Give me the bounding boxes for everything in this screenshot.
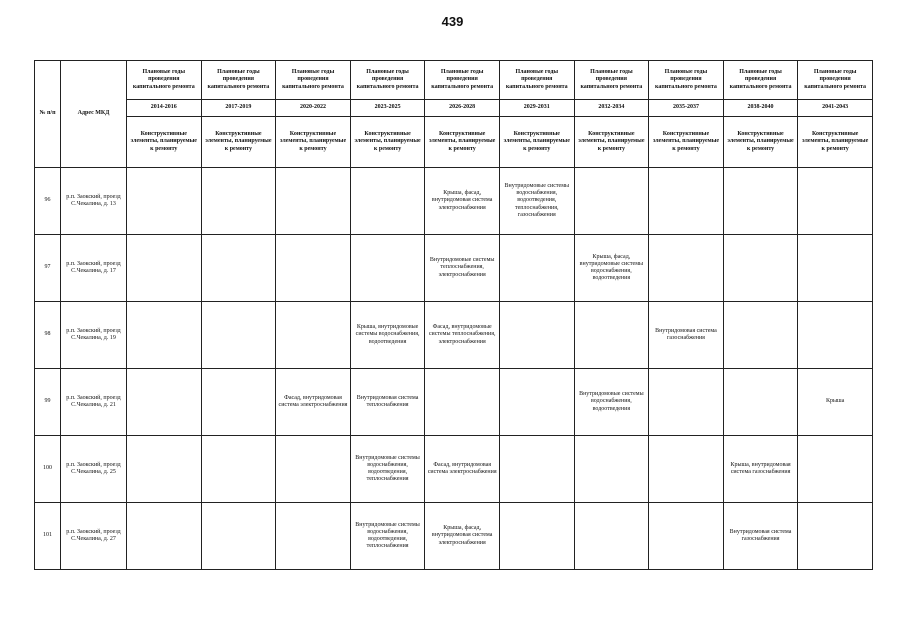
elements-header: Конструктивные элементы, планируемые к ремонту xyxy=(649,117,724,168)
repair-elements-cell xyxy=(499,235,574,302)
repair-elements-cell xyxy=(127,302,202,369)
period-header: Плановые годы проведения капитального ремонта xyxy=(276,61,351,100)
period-header: Плановые годы проведения капитального ремонта xyxy=(127,61,202,100)
year-range-header: 2038-2040 xyxy=(723,100,798,117)
repair-elements-cell xyxy=(574,503,649,570)
repair-elements-cell xyxy=(201,503,276,570)
table-body xyxy=(35,168,873,570)
elements-header: Конструктивные элементы, планируемые к ремонту xyxy=(798,117,873,168)
elements-header: Конструктивные элементы, планируемые к ремонту xyxy=(201,117,276,168)
year-range-header: 2041-2043 xyxy=(798,100,873,117)
table-row xyxy=(35,168,873,235)
repair-elements-cell: Внутридомовые системы водоснабжения, водоотведения, теплоснабжения, газоснабжения xyxy=(499,168,574,235)
repair-elements-cell: Крыша, внутридомовая система газоснабжения xyxy=(723,436,798,503)
repair-elements-cell: Фасад, внутридомовая система электроснабжения xyxy=(425,436,500,503)
row-number: 96 xyxy=(35,168,61,235)
repair-elements-cell xyxy=(276,302,351,369)
year-range-header: 2014-2016 xyxy=(127,100,202,117)
repair-elements-cell xyxy=(574,436,649,503)
period-header: Плановые годы проведения капитального ремонта xyxy=(425,61,500,100)
repair-elements-cell xyxy=(201,436,276,503)
repair-elements-cell xyxy=(798,235,873,302)
repair-elements-cell xyxy=(127,436,202,503)
period-header: Плановые годы проведения капитального ремонта xyxy=(649,61,724,100)
elements-header: Конструктивные элементы, планируемые к ремонту xyxy=(127,117,202,168)
repair-elements-cell xyxy=(649,436,724,503)
repair-elements-cell: Внутридомовые системы водоснабжения, водоотведения xyxy=(574,369,649,436)
elements-header: Конструктивные элементы, планируемые к ремонту xyxy=(723,117,798,168)
row-number: 100 xyxy=(35,436,61,503)
period-header: Плановые годы проведения капитального ремонта xyxy=(201,61,276,100)
repair-elements-cell xyxy=(276,436,351,503)
repair-elements-cell xyxy=(425,369,500,436)
elements-header: Конструктивные элементы, планируемые к ремонту xyxy=(425,117,500,168)
address-header: Адрес МКД xyxy=(61,61,127,168)
year-range-header: 2029-2031 xyxy=(499,100,574,117)
header-row-periods xyxy=(35,61,873,100)
repair-elements-cell xyxy=(276,168,351,235)
repair-elements-cell xyxy=(798,168,873,235)
repair-elements-cell xyxy=(723,235,798,302)
repair-elements-cell xyxy=(201,369,276,436)
row-number: 97 xyxy=(35,235,61,302)
header-row-years xyxy=(35,100,873,117)
repair-elements-cell xyxy=(276,503,351,570)
repair-elements-cell xyxy=(350,235,425,302)
repair-elements-cell xyxy=(499,436,574,503)
repair-elements-cell: Крыша, внутридомовые системы водоснабжения, водоотведения xyxy=(350,302,425,369)
table-row xyxy=(35,235,873,302)
row-number: 98 xyxy=(35,302,61,369)
repair-elements-cell xyxy=(499,503,574,570)
row-address: р.п. Заокский, проезд С.Чекалина, д. 19 xyxy=(61,302,127,369)
repair-elements-cell xyxy=(127,168,202,235)
row-address: р.п. Заокский, проезд С.Чекалина, д. 21 xyxy=(61,369,127,436)
repair-elements-cell xyxy=(574,302,649,369)
repair-elements-cell xyxy=(574,168,649,235)
repair-elements-cell xyxy=(499,302,574,369)
year-range-header: 2020-2022 xyxy=(276,100,351,117)
elements-header: Конструктивные элементы, планируемые к ремонту xyxy=(574,117,649,168)
repair-elements-cell xyxy=(723,168,798,235)
repair-elements-cell: Крыша, фасад, внутридомовая система электроснабжения xyxy=(425,168,500,235)
page-number: 439 xyxy=(441,14,464,29)
period-header: Плановые годы проведения капитального ремонта xyxy=(574,61,649,100)
row-number: 99 xyxy=(35,369,61,436)
repair-elements-cell xyxy=(798,436,873,503)
repair-elements-cell xyxy=(649,235,724,302)
repair-elements-cell: Внутридомовые системы теплоснабжения, электроснабжения xyxy=(425,235,500,302)
year-range-header: 2017-2019 xyxy=(201,100,276,117)
table-row xyxy=(35,302,873,369)
table-row xyxy=(35,503,873,570)
repair-elements-cell: Внутридомовые системы водоснабжения, водоотведения, теплоснабжения xyxy=(350,503,425,570)
repair-elements-cell: Внутридомовые системы водоснабжения, водоотведения, теплоснабжения xyxy=(350,436,425,503)
row-address: р.п. Заокский, проезд С.Чекалина, д. 13 xyxy=(61,168,127,235)
table-row xyxy=(35,436,873,503)
repair-elements-cell xyxy=(499,369,574,436)
num-header: № п/п xyxy=(35,61,61,168)
row-address: р.п. Заокский, проезд С.Чекалина, д. 27 xyxy=(61,503,127,570)
row-number: 101 xyxy=(35,503,61,570)
period-header: Плановые годы проведения капитального ремонта xyxy=(723,61,798,100)
repair-elements-cell: Внутридомовая система газоснабжения xyxy=(649,302,724,369)
repair-elements-cell xyxy=(723,302,798,369)
year-range-header: 2035-2037 xyxy=(649,100,724,117)
repair-elements-cell: Фасад, внутридомовые системы теплоснабжения, электроснабжения xyxy=(425,302,500,369)
period-header: Плановые годы проведения капитального ремонта xyxy=(350,61,425,100)
repair-elements-cell: Внутридомовая система газоснабжения xyxy=(723,503,798,570)
row-address: р.п. Заокский, проезд С.Чекалина, д. 17 xyxy=(61,235,127,302)
repair-elements-cell xyxy=(649,503,724,570)
year-range-header: 2023-2025 xyxy=(350,100,425,117)
repair-elements-cell xyxy=(649,369,724,436)
repair-elements-cell xyxy=(723,369,798,436)
repair-elements-cell xyxy=(201,168,276,235)
year-range-header: 2026-2028 xyxy=(425,100,500,117)
table-row xyxy=(35,369,873,436)
repair-elements-cell: Крыша, фасад, внутридомовая система электроснабжения xyxy=(425,503,500,570)
repair-elements-cell xyxy=(276,235,351,302)
repair-elements-cell xyxy=(798,503,873,570)
repair-elements-cell: Внутридомовая система теплоснабжения xyxy=(350,369,425,436)
year-range-header: 2032-2034 xyxy=(574,100,649,117)
elements-header: Конструктивные элементы, планируемые к ремонту xyxy=(499,117,574,168)
row-address: р.п. Заокский, проезд С.Чекалина, д. 25 xyxy=(61,436,127,503)
repair-elements-cell: Фасад, внутридомовая система электроснабжения xyxy=(276,369,351,436)
repair-elements-cell xyxy=(649,168,724,235)
repair-elements-cell: Крыша, фасад, внутридомовые системы водоснабжения, водоотведения xyxy=(574,235,649,302)
period-header: Плановые годы проведения капитального ремонта xyxy=(798,61,873,100)
repair-elements-cell xyxy=(350,168,425,235)
elements-header: Конструктивные элементы, планируемые к ремонту xyxy=(350,117,425,168)
repair-elements-cell: Крыша xyxy=(798,369,873,436)
repair-elements-cell xyxy=(201,235,276,302)
repair-elements-cell xyxy=(127,369,202,436)
repair-schedule-table xyxy=(34,60,873,570)
header-row-elements xyxy=(35,117,873,168)
repair-elements-cell xyxy=(127,235,202,302)
elements-header: Конструктивные элементы, планируемые к ремонту xyxy=(276,117,351,168)
period-header: Плановые годы проведения капитального ремонта xyxy=(499,61,574,100)
repair-elements-cell xyxy=(127,503,202,570)
repair-elements-cell xyxy=(798,302,873,369)
repair-elements-cell xyxy=(201,302,276,369)
